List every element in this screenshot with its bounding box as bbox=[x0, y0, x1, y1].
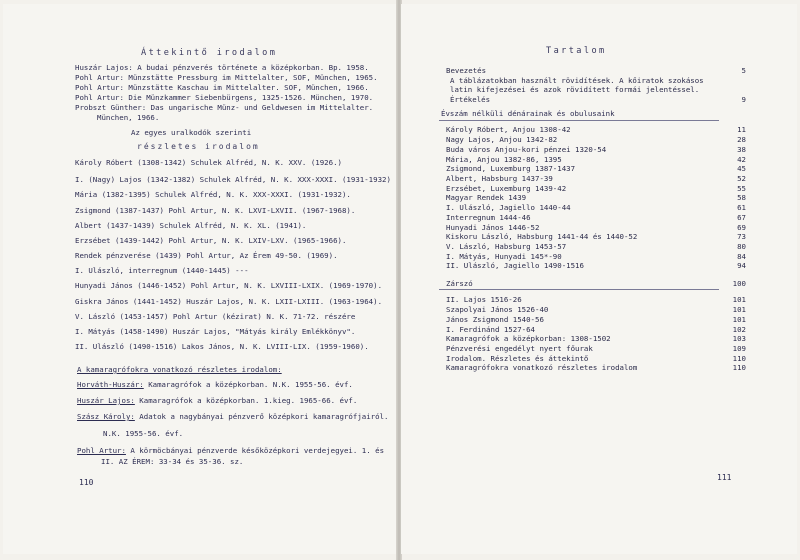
page-number: 111 bbox=[717, 473, 732, 482]
reference-text: Kamaragrófok a középkorban. 1.kieg. 1965-66. évf. bbox=[134, 396, 358, 405]
toc-page-number: 80 bbox=[737, 242, 746, 251]
reference-line: Pohl Artur: Münzstätte Kaschau im Mittelalter. SOF, München, 1966. bbox=[75, 83, 369, 92]
toc-page-number: 84 bbox=[737, 252, 746, 261]
ruler-reference: I. (Nagy) Lajos (1342-1382) Schulek Alfréd, N. K. XXX-XXXI. (1931-1932) bbox=[75, 175, 391, 184]
left-page bbox=[3, 4, 397, 554]
toc-page-number: 11 bbox=[737, 125, 746, 134]
ruler-reference: Erzsébet (1439-1442) Pohl Artur, N. K. LXIV-LXV. (1965-1966). bbox=[75, 236, 347, 245]
toc-row bbox=[446, 354, 746, 363]
toc-label: Szapolyai János 1526-40 bbox=[446, 305, 549, 314]
toc-label: I. Ferdinánd 1527-64 bbox=[446, 325, 535, 334]
toc-page-number: 101 bbox=[732, 315, 746, 324]
toc-label: Kamaragrófokra vonatkozó részletes irodalom bbox=[446, 363, 638, 372]
reference-line: München, 1966. bbox=[97, 113, 160, 122]
toc-label: Erzsébet, Luxemburg 1439-42 bbox=[446, 184, 567, 193]
toc-label: Nagy Lajos, Anjou 1342-82 bbox=[446, 135, 558, 144]
toc-page-number: 67 bbox=[737, 213, 746, 222]
reference-text: Adatok a nagybányai pénzverő középkori kamaragrófjairól. bbox=[134, 412, 389, 421]
ruler-reference: II. Ulászló (1490-1516) Lakos János, N. K. LVIII-LIX. (1959-1960). bbox=[75, 342, 369, 351]
ruler-reference: Hunyadi János (1446-1452) Pohl Artur, N. K. LXVIII-LXIX. (1969-1970). bbox=[75, 281, 383, 290]
toc-label: Zsigmond, Luxemburg 1387-1437 bbox=[446, 164, 576, 173]
toc-label: Mária, Anjou 1382-86, 1395 bbox=[446, 155, 562, 164]
toc-label: A táblázatokban használt rövidítések. A kőiratok szokásos bbox=[450, 76, 704, 85]
toc-label: János Zsigmond 1540-56 bbox=[446, 315, 544, 324]
author: Horváth-Huszár: bbox=[77, 380, 144, 389]
ruler-reference: Giskra János (1441-1452) Huszár Lajos, N. K. LXII-LXIII. (1963-1964). bbox=[75, 297, 383, 306]
toc-page-number: 42 bbox=[737, 155, 746, 164]
toc-label: Albert, Habsburg 1437-39 bbox=[446, 174, 553, 183]
chamber-reference bbox=[77, 446, 384, 455]
toc-page-number: 55 bbox=[737, 184, 746, 193]
ruler-reference: Albert (1437-1439) Schulek Alfréd, N. K. XL. (1941). bbox=[75, 221, 307, 230]
toc-section-2 bbox=[427, 4, 747, 384]
toc-row bbox=[446, 363, 746, 372]
toc-section-heading: Évszám nélküli dénárainak és obulusaink bbox=[441, 109, 615, 118]
toc-label: Zárszó bbox=[446, 279, 473, 288]
toc-row bbox=[446, 315, 746, 324]
toc-page-number: 101 bbox=[732, 295, 746, 304]
ruler-reference: V. László (1453-1457) Pohl Artur (kézirat) N. K. 71-72. részére bbox=[75, 312, 356, 321]
toc-label: Kamaragrófok a középkorban: 1308-1502 bbox=[446, 334, 611, 343]
chamber-reference bbox=[77, 380, 353, 389]
page-number: 110 bbox=[79, 478, 94, 487]
toc-label: II. Ulászló, Jagiello 1490-1516 bbox=[446, 261, 584, 270]
subtitle: részletes irodalom bbox=[137, 142, 260, 151]
chamber-reference bbox=[77, 412, 388, 421]
toc-page-number: 52 bbox=[737, 174, 746, 183]
toc-page-number: 28 bbox=[737, 135, 746, 144]
toc-page-number: 58 bbox=[737, 193, 746, 202]
toc-page-number: 109 bbox=[732, 344, 746, 353]
toc-label: Buda város Anjou-kori pénzei 1320-54 bbox=[446, 145, 607, 154]
author: Pohl Artur: bbox=[77, 446, 126, 455]
subtitle: Az egyes uralkodók szerinti bbox=[131, 128, 252, 137]
toc-page-number: 69 bbox=[737, 223, 746, 232]
toc-label: Hunyadi János 1446-52 bbox=[446, 223, 540, 232]
reference-text: II. AZ ÉREM: 33-34 és 35-36. sz. bbox=[101, 457, 244, 466]
toc-label: I. Ulászló, Jagiello 1440-44 bbox=[446, 203, 571, 212]
toc-page-number: 94 bbox=[737, 261, 746, 270]
toc-page-number: 9 bbox=[741, 95, 746, 104]
right-page bbox=[401, 4, 797, 554]
toc-label: Irodalom. Részletes és áttekintő bbox=[446, 354, 589, 363]
toc-row bbox=[446, 295, 746, 304]
page-title: Tartalom bbox=[546, 46, 607, 56]
toc-label: latin kifejezései és azok rövidített formái jelentéssel. bbox=[450, 85, 700, 94]
toc-page-number: 110 bbox=[732, 363, 746, 372]
reference-text: N.K. 1955-56. évf. bbox=[103, 429, 184, 438]
ruler-reference: Mária (1382-1395) Schulek Alfréd, N. K. XXX-XXXI. (1931-1932). bbox=[75, 190, 351, 199]
reference-line: Pohl Artur: Die Münzkammer Siebenbürgens, 1325-1526. München, 1970. bbox=[75, 93, 374, 102]
toc-page-number: 101 bbox=[732, 305, 746, 314]
toc-label: Interregnum 1444-46 bbox=[446, 213, 531, 222]
toc-row bbox=[446, 344, 746, 353]
toc-page-number: 73 bbox=[737, 232, 746, 241]
reference-text: Kamaragrófok a középkorban. N.K. 1955-56. évf. bbox=[143, 380, 353, 389]
toc-page-number: 100 bbox=[732, 279, 746, 288]
toc-page-number: 45 bbox=[737, 164, 746, 173]
toc-row bbox=[446, 334, 746, 343]
toc-label: Magyar Rendek 1439 bbox=[446, 193, 527, 202]
toc-page-number: 102 bbox=[732, 325, 746, 334]
toc-label: II. Lajos 1516-26 bbox=[446, 295, 522, 304]
toc-label: I. Mátyás, Hunyadi 145*-90 bbox=[446, 252, 562, 261]
toc-label: Pénzverési engedélyt nyert főurak bbox=[446, 344, 593, 353]
toc-page-number: 61 bbox=[737, 203, 746, 212]
toc-page-number: 38 bbox=[737, 145, 746, 154]
toc-row bbox=[446, 325, 746, 334]
chamber-reference bbox=[101, 457, 243, 466]
toc-label: Értékelés bbox=[450, 95, 491, 104]
author: Huszár Lajos: bbox=[77, 396, 135, 405]
toc-row bbox=[446, 305, 746, 314]
toc-label: V. László, Habsburg 1453-57 bbox=[446, 242, 567, 251]
reference-line: Huszár Lajos: A budai pénzverés története a középkorban. Bp. 1958. bbox=[75, 63, 369, 72]
ruler-reference: Rendek pénzverése (1439) Pohl Artur, Az Érem 49-50. (1969). bbox=[75, 251, 338, 260]
toc-page-number: 5 bbox=[741, 66, 746, 75]
toc-label: Kiskoru László, Habsburg 1441-44 és 1440-52 bbox=[446, 232, 638, 241]
ruler-reference: Károly Róbert (1308-1342) Schulek Alfréd, N. K. XXV. (1926.) bbox=[75, 158, 342, 167]
reference-line: Probszt Günther: Das ungarische Münz- und Geldwesen im Mittelalter. bbox=[75, 103, 374, 112]
ruler-reference: Zsigmond (1387-1437) Pohl Artur, N. K. LXVI-LXVII. (1967-1968). bbox=[75, 206, 356, 215]
chamber-reference bbox=[103, 429, 183, 438]
ruler-reference: I. Ulászló, interregnum (1440-1445) --- bbox=[75, 266, 249, 275]
reference-text: A körmöcbányai pénzverde későközépkori verdejegyei. 1. és bbox=[125, 446, 385, 455]
reference-line: Pohl Artur: Münzstätte Pressburg im Mittelalter, SOF, München, 1965. bbox=[75, 73, 378, 82]
toc-page-number: 110 bbox=[732, 354, 746, 363]
author: Szász Károly: bbox=[77, 412, 135, 421]
toc-label: Bevezetés bbox=[446, 66, 487, 75]
toc-page-number: 103 bbox=[732, 334, 746, 343]
chamber-reference bbox=[77, 396, 357, 405]
chamber-heading: A kamaragrófokra vonatkozó részletes irodalom: bbox=[77, 365, 282, 374]
toc-label: Károly Róbert, Anjou 1308-42 bbox=[446, 125, 571, 134]
ruler-reference: I. Mátyás (1458-1490) Huszár Lajos, "Mátyás király Emlékkönyv". bbox=[75, 327, 356, 336]
page-title: Áttekintő irodalom bbox=[141, 48, 278, 58]
